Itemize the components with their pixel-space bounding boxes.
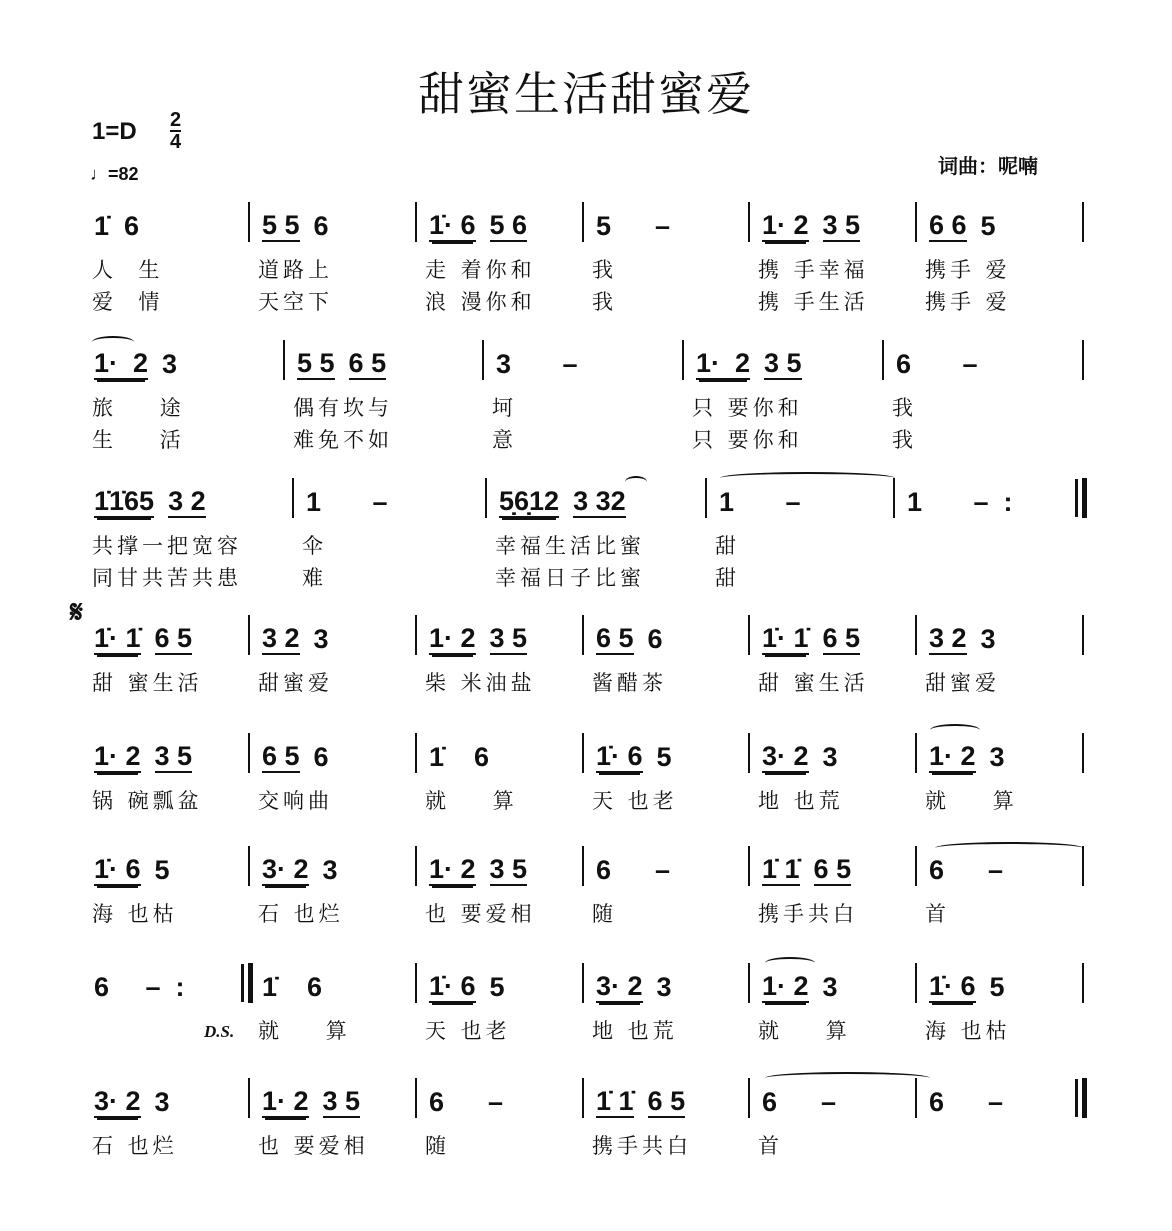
note-group: 1· 2 [762,210,809,240]
measure [419,737,578,777]
note-group: 1̇ 1̇ [596,1086,634,1116]
note-group: 6 [429,1087,445,1117]
note-group: 3 2 [929,623,967,653]
measure [752,737,911,777]
lyric-line-2: 意 [492,428,517,452]
measure [252,737,411,777]
measure [919,206,1078,246]
lyric-line-1: 共撑一把宽容 [92,534,242,558]
measure [586,737,744,777]
time-numerator: 2 [170,109,182,131]
note-group: 6 [313,742,329,772]
measure [686,344,878,384]
score-row [0,850,1172,926]
barline [248,733,250,773]
lyric-line-1: 旅 途 [92,396,185,420]
note-group: 5 [656,742,672,772]
note-group: 1̇· 6 [929,971,976,1001]
barline [582,1078,584,1118]
lyric-line-1: 锅 碗瓢盆 [92,789,203,813]
note-group: – [625,855,671,885]
note-group: – [925,349,978,379]
measure [419,1082,578,1122]
measure [84,344,267,384]
note-group: 3 [656,972,672,1002]
slur-mark [720,472,895,484]
note-group: 6 6 [929,210,967,240]
score-row [0,1082,1172,1158]
score-row [0,482,1172,590]
note-group: 1̇ 1̇ [762,854,800,884]
lyric-line-2: 难 [302,566,327,590]
lyric-line-2: 我 [892,428,917,452]
lyric-line-2: 浪 漫你和 [425,290,536,314]
lyric-line-1: 甜 蜜生活 [758,671,869,695]
barline [485,478,487,518]
note-group: 5 6 [489,210,528,240]
note-group: 6 5 [348,348,387,378]
note-group: 1· 2 [429,623,476,653]
lyric-line-1: 首 [925,902,950,926]
barline [415,846,417,886]
measure [752,967,911,1007]
slur-mark [935,842,1083,854]
measure [486,344,678,384]
lyric-line-1: 海 也枯 [92,902,178,926]
note-group: 1 [907,487,923,517]
measure [252,850,411,890]
lyric-line-2: 甜 [715,566,740,590]
barline [915,733,917,773]
barline [1082,340,1084,380]
note-group: 3 [322,855,338,885]
barline [915,963,917,1003]
score-row [0,206,1172,314]
score-row [0,737,1172,813]
lyric-line-1: 我 [592,258,617,282]
measure [586,1082,744,1122]
author-credit: 词曲：呢喃 [938,154,1038,178]
lyric-line-1: 就 算 [258,1019,351,1043]
note-group: – [958,1087,1004,1117]
note-group: 5 [489,972,505,1002]
measure [586,206,744,246]
score-row [0,619,1172,695]
measure [919,619,1078,659]
barline [748,615,750,655]
measure [419,967,578,1007]
measure [252,1082,411,1122]
barline [292,478,294,518]
note-group: 6 [313,211,329,241]
measure [586,967,744,1007]
note-group: 6 [596,855,612,885]
note-group: 1̇ 6 [262,972,323,1002]
note-group: 3· 2 [262,854,309,884]
segno-icon: 𝄋 [70,596,83,629]
measure [419,850,578,890]
lyric-line-1: 走 着你和 [425,258,536,282]
measure [919,1082,1078,1122]
measure [919,967,1078,1007]
note-group: – : [936,487,1013,517]
note-group: 3 [154,1087,170,1117]
lyric-line-1: 人 生 [92,258,164,282]
measure [919,850,1078,890]
lyric-line-1: 我 [892,396,917,420]
lyric-line-1: 携 手幸福 [758,258,869,282]
song-title: 甜蜜生活甜蜜爱 [418,67,754,121]
note-group: 1̇· 1̇ [762,623,809,653]
barline [748,202,750,242]
note-group: 5 [980,211,996,241]
lyric-line-1: 只 要你和 [692,396,803,420]
barline [482,340,484,380]
note-group: 6 [929,855,945,885]
note-group: 1̇· 1̇ [94,623,141,653]
note-group: 5̣6̣12 [499,486,560,516]
note-group: 6 5 [262,741,300,771]
measure [84,967,232,1007]
lyric-line-1: 交响曲 [258,789,333,813]
note-group: 3 5 [489,854,528,884]
lyric-line-1: 石 也烂 [258,902,344,926]
measure [752,206,911,246]
barline [705,478,707,518]
lyric-line-1: 就 算 [425,789,518,813]
note-group: 6 [929,1087,945,1117]
measure [919,737,1078,777]
note-group: 3 [980,624,996,654]
slur-mark [625,476,647,488]
lyric-line-1: 地 也荒 [758,789,844,813]
note-group: 6 [896,349,912,379]
lyric-line-2: 难免不如 [293,428,393,452]
score-row [0,344,1172,452]
lyric-line-1: 也 要爱相 [425,902,536,926]
note-group: 5 [596,211,612,241]
note-group: 3 5 [154,741,193,771]
lyric-line-2: 幸福日子比蜜 [495,566,645,590]
barline [415,615,417,655]
note-group: 1· 2 [94,741,141,771]
barline [582,202,584,242]
note-group: 6 [647,624,663,654]
note-group: – : [123,972,185,1002]
barline [582,733,584,773]
note-group: 3· 2 [762,741,809,771]
note-group: 6 5 [647,1086,686,1116]
note-group: – [958,855,1004,885]
note-group: 3 5 [822,210,861,240]
lyric-line-1: 首 [758,1134,783,1158]
note-group: – [458,1087,504,1117]
measure [252,967,411,1007]
measure [84,850,232,890]
note-group: 1· 2 [696,348,751,378]
note-group: 1 [306,487,322,517]
note-group: 1· 2 [762,971,809,1001]
repeat-barline [1082,478,1087,518]
note-group: 6 5 [822,623,861,653]
barline [248,1078,250,1118]
note-group: 5 5 [297,348,335,378]
lyric-line-1: 伞 [302,534,327,558]
lyric-line-1: 就 算 [925,789,1018,813]
barline [248,202,250,242]
note-group: 1̇· 6 [94,854,141,884]
lyric-line-1: 甜 蜜生活 [92,671,203,695]
measure [252,619,411,659]
lyric-line-1: 偶有坎与 [293,396,393,420]
lyric-line-1: 坷 [492,396,517,420]
barline [748,733,750,773]
repeat-barline [1082,1078,1087,1118]
barline [882,340,884,380]
note-group: 3 [822,972,838,1002]
lyric-line-1: 酱醋茶 [592,671,667,695]
barline [915,615,917,655]
barline [248,846,250,886]
barline [415,1078,417,1118]
barline [748,1078,750,1118]
time-signature [170,110,181,152]
note-group: 3 2 [262,623,300,653]
lyric-line-1: 海 也枯 [925,1019,1011,1043]
barline [415,202,417,242]
measure [886,344,1078,384]
lyric-line-1: 甜蜜爱 [258,671,333,695]
barline [1082,615,1084,655]
note-group: 3 [162,349,178,379]
barline [915,846,917,886]
measure [419,619,578,659]
measure [586,850,744,890]
lyric-line-2: 我 [592,290,617,314]
note-group: 6 [94,972,110,1002]
lyric-line-2: 生 活 [92,428,185,452]
lyric-line-1: 携手共白 [758,902,858,926]
lyric-line-1: 天 也老 [592,789,678,813]
lyric-line-1: 就 算 [758,1019,851,1043]
barline [748,963,750,1003]
note-group: 1̇· 6 [429,210,476,240]
lyric-line-1: 石 也烂 [92,1134,178,1158]
measure [752,1082,911,1122]
measure [296,482,481,522]
lyric-line-1: 随 [592,902,617,926]
lyric-line-2: 携手 爱 [925,290,1011,314]
lyric-line-2: 天空下 [258,290,333,314]
measure [419,206,578,246]
barline [248,615,250,655]
note-group: – [748,487,801,517]
note-group: 1 [719,487,735,517]
note-group: 3 [822,742,838,772]
note-group: 1· 2 [929,741,976,771]
note-group: 1̇ 6 [94,211,140,241]
note-group: – [625,211,671,241]
barline [682,340,684,380]
note-group: 3 5 [489,623,528,653]
note-group: 5 5 [262,210,300,240]
note-group: 6 [762,1087,778,1117]
slur-mark [930,724,980,736]
barline [1082,963,1084,1003]
note-group: 6 5 [596,623,634,653]
barline [582,615,584,655]
note-group: 1̇ 6 [429,742,490,772]
lyric-line-1: 也 要爱相 [258,1134,369,1158]
note-group: 3 [989,742,1005,772]
note-group: – [525,349,578,379]
measure [84,482,276,522]
note-group: 3· 2 [596,971,643,1001]
lyric-line-1: 幸福生活比蜜 [495,534,645,558]
lyric-line-2: 只 要你和 [692,428,803,452]
lyric-line-1: 甜 [715,534,740,558]
note-group: 3 32 [573,486,626,516]
note-group: 3 [496,349,512,379]
note-group: 3 5 [322,1086,361,1116]
barline [915,1078,917,1118]
measure [489,482,701,522]
barline [415,733,417,773]
barline [893,478,895,518]
lyric-line-1: 随 [425,1134,450,1158]
ds-marking: D.S. [204,1022,235,1041]
note-group: 6 5 [813,854,852,884]
lyric-line-1: 天 也老 [425,1019,511,1043]
measure [252,206,411,246]
barline [1082,202,1084,242]
lyric-line-2: 携 手生活 [758,290,869,314]
note-group: 3 2 [168,486,206,516]
barline [415,963,417,1003]
barline [283,340,285,380]
note-group: 3 5 [764,348,802,378]
lyric-line-1: 甜蜜爱 [925,671,1000,695]
lyric-line-1: 地 也荒 [592,1019,678,1043]
key-signature: 1=D [92,118,137,145]
slur-mark [92,336,134,348]
barline [582,963,584,1003]
measure [897,482,1078,522]
barline [915,202,917,242]
slur-mark [765,1072,930,1084]
note-group: 5 [154,855,170,885]
slur-mark [765,957,815,969]
lyric-line-2: 爱 情 [92,290,164,314]
note-group: 1̇· 6 [596,741,643,771]
measure [84,619,232,659]
barline [748,846,750,886]
note-group: 3 [313,624,329,654]
note-group: 1̇1̇65 [94,486,155,516]
lyric-line-1: 道路上 [258,258,333,282]
note-group: 1· 2 [94,348,149,378]
measure [586,619,744,659]
note-group: 1· 2 [429,854,476,884]
note-group: – [335,487,388,517]
note-group: 6 5 [154,623,193,653]
measure [84,737,232,777]
note-group: 1̇· 6 [429,971,476,1001]
measure [752,850,911,890]
measure [84,1082,232,1122]
barline [1082,733,1084,773]
lyric-line-1: 柴 米油盐 [425,671,536,695]
tempo-marking: ♩=82 [90,164,139,184]
measure [287,344,478,384]
lyric-line-2: 同甘共苦共患 [92,566,242,590]
note-group: – [791,1087,837,1117]
measure [84,206,232,246]
lyric-line-1: 携手共白 [592,1134,692,1158]
barline [582,846,584,886]
lyric-line-1: 携手 爱 [925,258,1011,282]
note-group: 5 [989,972,1005,1002]
measure [752,619,911,659]
measure [709,482,889,522]
note-group: 1· 2 [262,1086,309,1116]
time-denominator: 4 [170,131,182,153]
note-group: 3· 2 [94,1086,141,1116]
